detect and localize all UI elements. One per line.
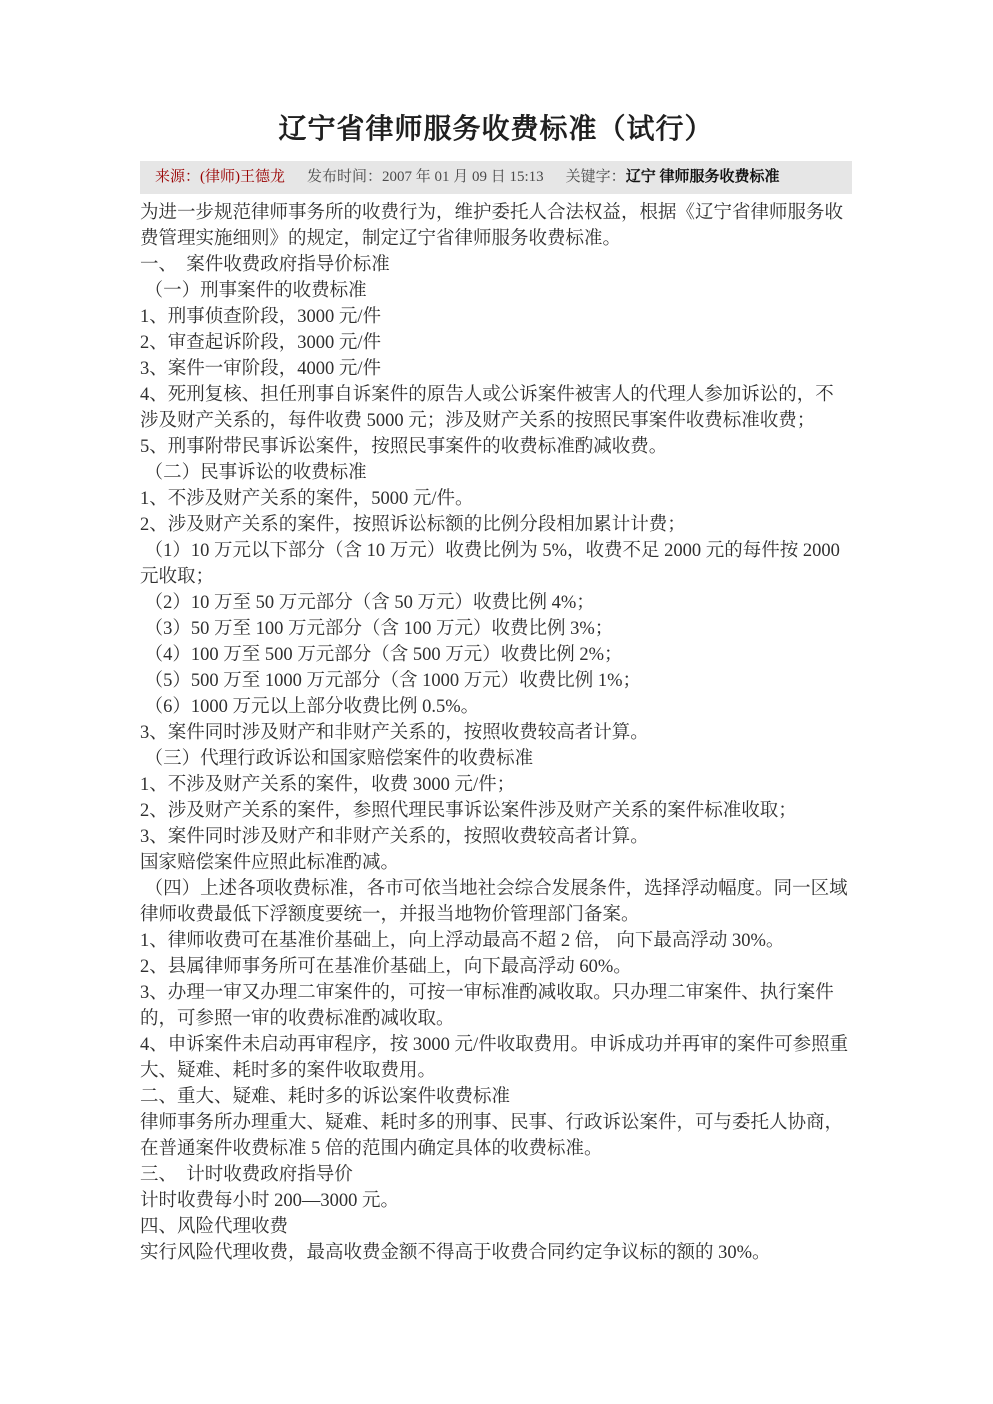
paragraph-29: 二、重大、疑难、耗时多的诉讼案件收费标准 <box>140 1087 511 1107</box>
paragraph-9: （二）民事诉讼的收费标准 <box>140 463 367 483</box>
paragraph-14: （3）50 万至 100 万元部分（含 100 万元）收费比例 3%； <box>140 619 614 639</box>
paragraph-4: 1、刑事侦查阶段，3000 元/件 <box>140 307 382 327</box>
paragraph-1: 为进一步规范律师事务所的收费行为，维护委托人合法权益，根据《辽宁省律师服务收费管理实施细则》的规定，制定辽宁省律师服务收费标准。 <box>140 203 844 249</box>
paragraph-15: （4）100 万至 500 万元部分（含 500 万元）收费比例 2%； <box>140 645 623 665</box>
paragraph-17: （6）1000 万元以上部分收费比例 0.5%。 <box>140 697 480 717</box>
keywords-label: 关键字： <box>565 169 626 185</box>
paragraph-25: 1、律师收费可在基准价基础上，向上浮动最高不超 2 倍， 向下最高浮动 30%。 <box>140 931 785 951</box>
paragraph-16: （5）500 万至 1000 万元部分（含 1000 万元）收费比例 1%； <box>140 671 642 691</box>
paragraph-13: （2）10 万至 50 万元部分（含 50 万元）收费比例 4%； <box>140 593 595 613</box>
paragraph-33: 四、风险代理收费 <box>140 1217 289 1237</box>
paragraph-18: 3、案件同时涉及财产和非财产关系的，按照收费较高者计算。 <box>140 723 649 743</box>
paragraph-31: 三、 计时收费政府指导价 <box>140 1165 353 1185</box>
paragraph-20: 1、不涉及财产关系的案件，收费 3000 元/件； <box>140 775 516 795</box>
paragraph-22: 3、案件同时涉及财产和非财产关系的，按照收费较高者计算。 <box>140 827 649 847</box>
paragraph-27: 3、办理一审又办理二审案件的，可按一审标准酌减收取。只办理二审案件、执行案件的，可参照一审的收费标准酌减收取。 <box>140 983 834 1029</box>
paragraph-24: （四）上述各项收费标准，各市可依当地社会综合发展条件，选择浮动幅度。同一区域律师收费最低下浮额度要统一，并报当地物价管理部门备案。 <box>140 879 848 925</box>
source-text: 来源：(律师)王德龙 <box>155 169 285 185</box>
paragraph-30: 律师事务所办理重大、疑难、耗时多的刑事、民事、行政诉讼案件，可与委托人协商，在普通案件收费标准 5 倍的范围内确定具体的收费标准。 <box>140 1113 844 1159</box>
meta-bar <box>140 161 852 194</box>
publish-time: 发布时间：2007 年 01 月 09 日 15:13 <box>307 169 544 185</box>
paragraph-6: 3、案件一审阶段，4000 元/件 <box>140 359 382 379</box>
paragraph-8: 5、刑事附带民事诉讼案件，按照民事案件的收费标准酌减收费。 <box>140 437 668 457</box>
paragraph-11: 2、涉及财产关系的案件，按照诉讼标额的比例分段相加累计计费； <box>140 515 686 535</box>
paragraph-2: 一、 案件收费政府指导价标准 <box>140 255 390 275</box>
paragraph-19: （三）代理行政诉讼和国家赔偿案件的收费标准 <box>140 749 534 769</box>
article-body <box>140 200 852 1266</box>
paragraph-7: 4、死刑复核、担任刑事自诉案件的原告人或公诉案件被害人的代理人参加诉讼的，不涉及财产关系的，每件收费 5000 元；涉及财产关系的按照民事案件收费标准收费； <box>140 385 834 431</box>
document-content <box>140 0 852 1266</box>
paragraph-26: 2、县属律师事务所可在基准价基础上，向下最高浮动 60%。 <box>140 957 632 977</box>
paragraph-12: （1）10 万元以下部分（含 10 万元）收费比例为 5%，收费不足 2000 元的每件按 2000 元收取； <box>140 541 845 587</box>
paragraph-3: （一）刑事案件的收费标准 <box>140 281 367 301</box>
paragraph-10: 1、不涉及财产关系的案件，5000 元/件。 <box>140 489 474 509</box>
paragraph-21: 2、涉及财产关系的案件，参照代理民事诉讼案件涉及财产关系的案件标准收取； <box>140 801 797 821</box>
paragraph-32: 计时收费每小时 200—3000 元。 <box>140 1191 400 1211</box>
keywords-value: 辽宁 律师服务收费标准 <box>625 169 780 185</box>
paragraph-28: 4、申诉案件未启动再审程序，按 3000 元/件收取费用。申诉成功并再审的案件可参照重大、疑难、耗时多的案件收取费用。 <box>140 1035 849 1081</box>
paragraph-5: 2、审查起诉阶段，3000 元/件 <box>140 333 382 353</box>
paragraph-34: 实行风险代理收费，最高收费金额不得高于收费合同约定争议标的额的 30%。 <box>140 1243 771 1263</box>
paragraph-23: 国家赔偿案件应照此标准酌减。 <box>140 853 400 873</box>
page-title: 辽宁省律师服务收费标准（试行） <box>278 114 714 145</box>
